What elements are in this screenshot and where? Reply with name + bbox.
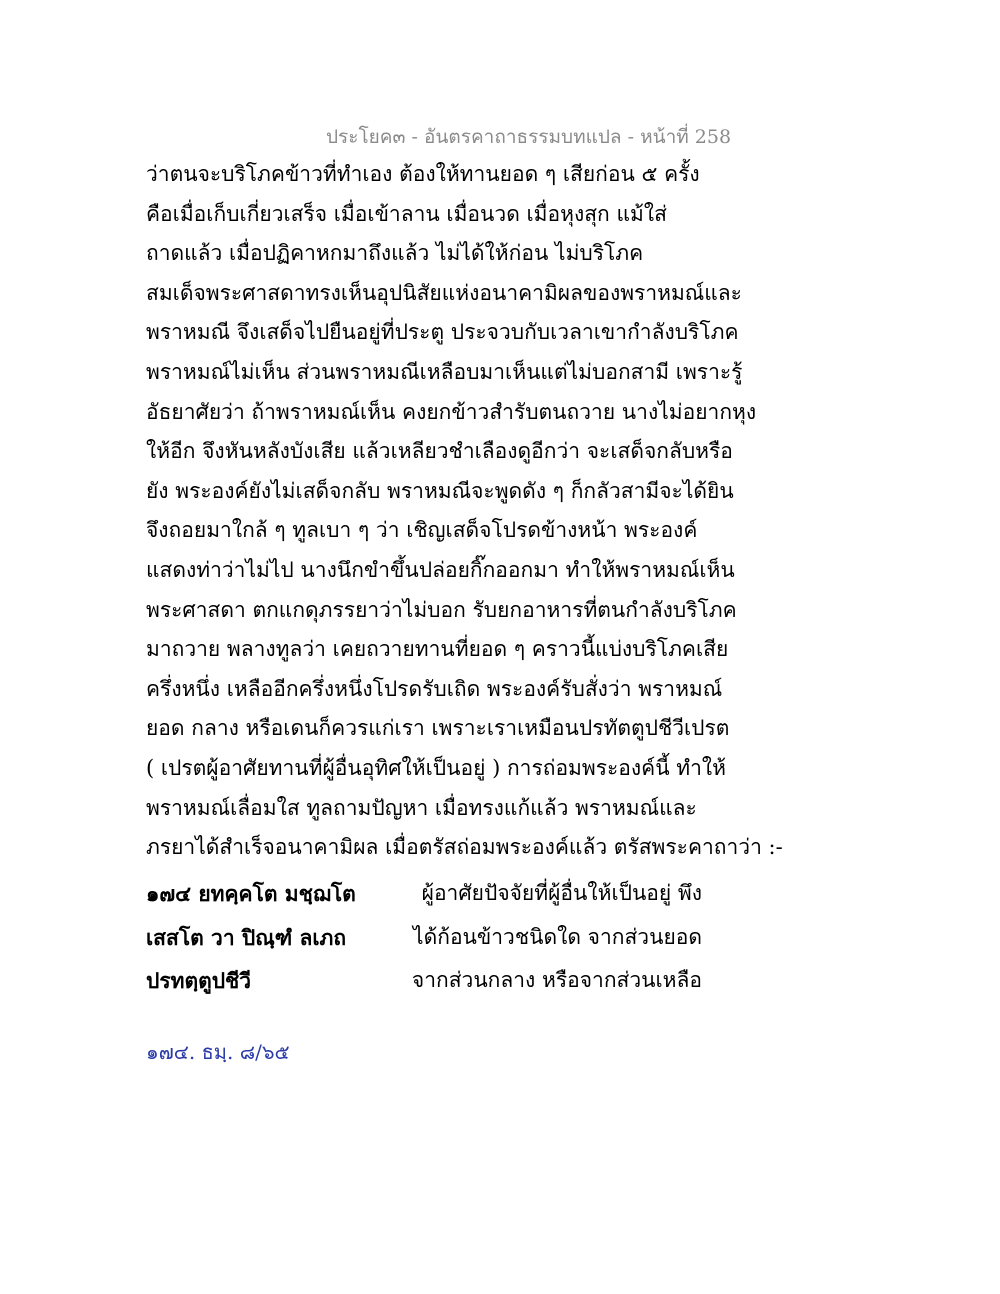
text-line: ภรยาได้สำเร็จอนาคามิผล เมื่อตรัสถ่อมพระองค์แล้ว ตรัสพระคาถาว่า :- (146, 835, 783, 860)
text-line: สมเด็จพระศาสดาทรงเห็นอุปนิสัยแห่งอนาคามิผลของพราหมณ์และ (146, 280, 742, 305)
verse-block (146, 872, 726, 1003)
verse-pali-line: ปรทตฺตูปชีวี (146, 968, 252, 993)
footnote: ๑๗๔. ธมฺ. ๘/๖๕ (146, 1040, 290, 1064)
text-line: ว่าตนจะบริโภคข้าวที่ทำเอง ต้องให้ทานยอด ๆ เสียก่อน ๕ ครั้ง (146, 162, 700, 186)
text-line: ครึ่งหนึ่ง เหลืออีกครึ่งหนึ่งโปรดรับเถิด พระองค์รับสั่งว่า พราหมณ์ (146, 676, 723, 701)
verse-translation-line: ผู้อาศัยปัจจัยที่ผู้อื่นให้เป็นอยู่ พึง (421, 881, 702, 905)
page-header: ประโยค๓ - อันตรคาถาธรรมบทแปล - หน้าที่ 258 (326, 126, 732, 148)
verse-pali-line: ๑๗๔ ยทคฺคโต มชฺฌโต (146, 881, 356, 906)
verse-translation-line: ได้ก้อนข้าวชนิดใด จากส่วนยอด (413, 924, 702, 949)
text-line: ( เปรตผู้อาศัยทานที่ผู้อื่นอุทิศให้เป็นอยู่ ) การถ่อมพระองค์นี้ ทำให้ (146, 755, 726, 780)
text-line: พราหมณี จึงเสด็จไปยืนอยู่ที่ประตู ประจวบกับเวลาเขากำลังบริโภค (146, 320, 739, 345)
verse-row (146, 916, 726, 960)
text-line: อัธยาศัยว่า ถ้าพราหมณ์เห็น คงยกข้าวสำรับตนถวาย นางไม่อยากหุง (146, 399, 757, 424)
verse-translation-line: จากส่วนกลาง หรือจากส่วนเหลือ (411, 968, 702, 992)
verse-row (146, 872, 726, 916)
text-line: พระศาสดา ตกแกดุภรรยาว่าไม่บอก รับยกอาหารที่ตนกำลังบริโภค (146, 597, 737, 622)
text-line: จึงถอยมาใกล้ ๆ ทูลเบา ๆ ว่า เชิญเสด็จโปรดข้างหน้า พระองค์ (146, 518, 698, 543)
text-line: คือเมื่อเก็บเกี่ยวเสร็จ เมื่อเข้าลาน เมื่อนวด เมื่อหุงสุก แม้ใส่ (146, 201, 667, 226)
body-text (146, 155, 783, 868)
verse-pali-line: เสสโต วา ปิณฺฑํ ลเภถ (146, 924, 347, 950)
text-line: ยอด กลาง หรือเดนก็ควรแก่เรา เพราะเราเหมือนปรทัตตูปชีวีเปรต (146, 716, 730, 741)
text-line: ถาดแล้ว เมื่อปฏิคาหกมาถึงแล้ว ไม่ได้ให้ก่อน ไม่บริโภค (146, 241, 644, 266)
text-line: พราหมณ์ไม่เห็น ส่วนพราหมณีเหลือบมาเห็นแต่ไม่บอกสามี เพราะรู้ (146, 359, 743, 384)
text-line: มาถวาย พลางทูลว่า เคยถวายทานที่ยอด ๆ คราวนี้แบ่งบริโภคเสีย (146, 637, 729, 662)
verse-row (146, 959, 726, 1003)
text-line: ให้อีก จึงหันหลังบังเสีย แล้วเหลียวชำเลืองดูอีกว่า จะเสด็จกลับหรือ (146, 439, 733, 464)
text-line: ยัง พระองค์ยังไม่เสด็จกลับ พราหมณีจะพูดดัง ๆ ก็กลัวสามีจะได้ยิน (146, 478, 734, 503)
text-line: พราหมณ์เลื่อมใส ทูลถามปัญหา เมื่อทรงแก้แล้ว พราหมณ์และ (146, 795, 697, 820)
text-line: แสดงท่าว่าไม่ไป นางนึกขำขึ้นปล่อยกิ๊กออกมา ทำให้พราหมณ์เห็น (146, 557, 735, 582)
